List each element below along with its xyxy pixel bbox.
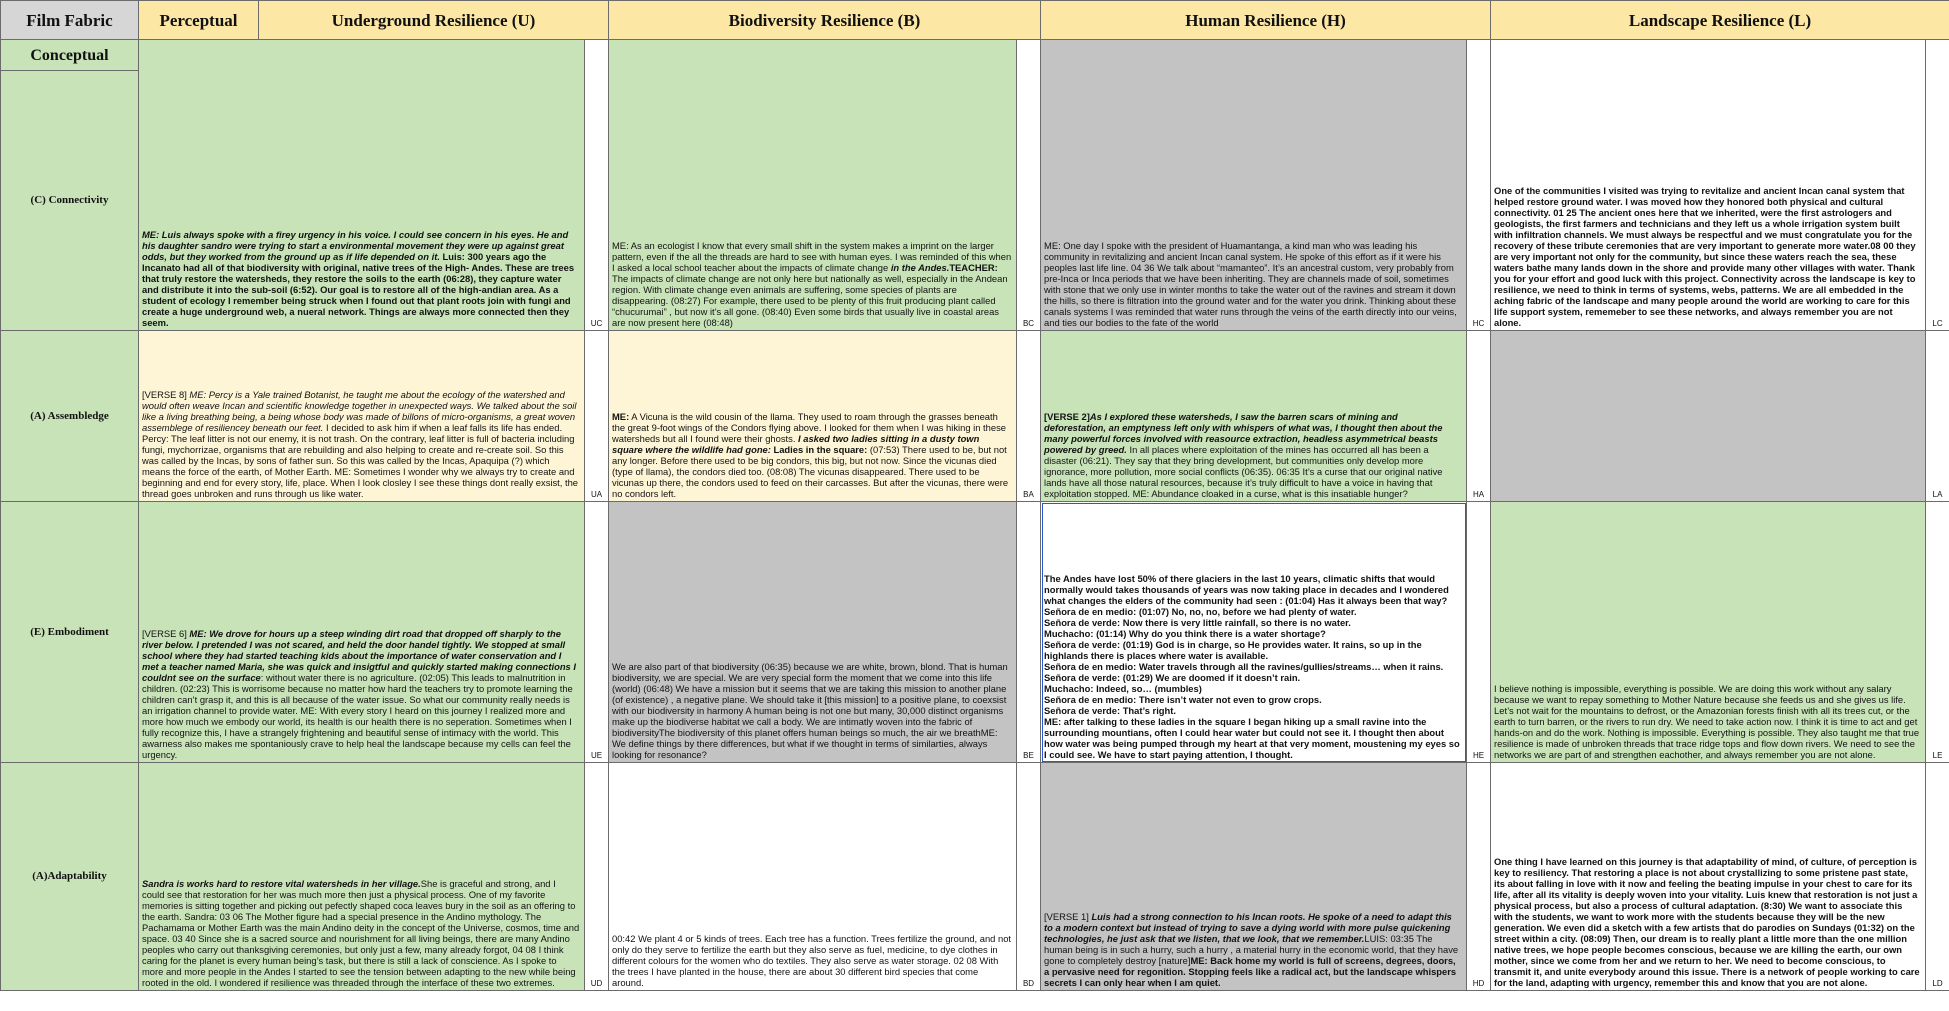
header-film-fabric[interactable]: Film Fabric bbox=[1, 1, 139, 40]
cell-b-adaptability[interactable] bbox=[609, 763, 1017, 991]
text-run: ME: Luis always spoke with a firey urgency in his voice. I could see concern in his eyes. He and his daughter sandro were trying to start a environmental movement they were up against great odds, but they worked from the ground up as if life depended on it. bbox=[142, 229, 569, 262]
text-run: ME: We drove for hours up a steep winding dirt road that dropped off sharply to the river below. I pretended I was not scared, and held the door handel tightly. We stopped at small school where they had started teaching kids about the importance of water conservation and I met a teacher named Maria, she was quick and insigtful and quickly started making connections I couldnt see on the surface bbox=[142, 628, 576, 683]
text-run: ME: Percy is a Yale trained Botanist, he taught me about the ecology of the watershed and would often weave Incan and scientific knowledge together in unexpected ways. We talked about the soil like a living breathing being, a being whose body was made of billons of micro-organisms, a great woven assemblege of resiliencey beneath our feet. bbox=[142, 389, 577, 433]
cell-text bbox=[612, 411, 1012, 499]
text-run: (07:53) There used to be, but not any longer. Before there used to be big condors, this big, but not now. Since the vicunas died (type of llama), the condors died too. (08:08) The vicunas disappeared. There used to be vicunas up there, the condors used to feed on their carcasses. But after the vicunas, there were no condors left. bbox=[612, 444, 1009, 499]
cell-text bbox=[612, 933, 1012, 988]
code-l-embodiment[interactable]: LE bbox=[1926, 502, 1949, 763]
cell-h-connectivity[interactable] bbox=[1041, 40, 1467, 331]
code-h-embodiment[interactable]: HE bbox=[1467, 502, 1491, 763]
cell-l-assemblege[interactable] bbox=[1491, 331, 1926, 502]
dialogue-line: Señora de verde: (01:29) We are doomed if it doesn’t rain. bbox=[1044, 672, 1301, 683]
cell-b-assemblege[interactable] bbox=[609, 331, 1017, 502]
cell-h-adaptability[interactable] bbox=[1041, 763, 1467, 991]
text-run: As I explored these watersheds, I saw the barren scars of mining and deforestation, an emptyness left only with whispers of what was, I thought then about the many powerful forces involved with reasource extraction, headless asymmetrical beasts powered by greed. bbox=[1044, 411, 1443, 455]
header-underground[interactable]: Underground Resilience (U) bbox=[259, 1, 609, 40]
code-u-embodiment[interactable]: UE bbox=[585, 502, 609, 763]
text-run: Luis: 300 years ago the Incanato had all of that biodiversity with original, native trees of the High- Andes. These are trees that truly restore the watersheds, they restore the soils to the earth (06:28), they capture water and distribute it into the sub-soil (6:52). Our goal is to restore all of the high-andian area. As a student of ecology I remember being struck when I found out that plant roots join with fungi and create a huge underground web, a nueral network. Things are always more connected then they seem. bbox=[142, 251, 575, 328]
code-b-adaptability[interactable]: BD bbox=[1017, 763, 1041, 991]
text-run: [VERSE 1] bbox=[1044, 911, 1092, 922]
cell-b-connectivity[interactable] bbox=[609, 40, 1017, 331]
text-run: A Vicuna is the wild cousin of the llama. They used to roam through the grasses beneath the great 9-foot wings of the Condors flying above. I looked for them when I was hiking in these watersheds but all I found were their ghosts. bbox=[612, 411, 1006, 444]
header-human[interactable]: Human Resilience (H) bbox=[1041, 1, 1491, 40]
code-h-assemblege[interactable]: HA bbox=[1467, 331, 1491, 502]
text-run: ME: Back home my world is full of screens, degrees, doors, a pervasive need for regonition. Stopping feels like a radical act, but the landscape whispers secrets I can only hear when I am quiet. bbox=[1044, 955, 1457, 988]
dialogue-line: Muchacho: Indeed, so… (mumbles) bbox=[1044, 683, 1202, 694]
text-run: One thing I have learned on this journey is that adaptability of mind, of culture, of perception is key to resiliency. That restoring a place is not about crystallizing to some pristene past state, its about falling in love with it now and feeling the beating impulse in your chest to care for its life, after all its vitality is deeply woven into your vitality. Luis knew that restoration is not just a physical process, but also a process of cultural adaptation. (8:30) We want to associate this with the students, we want to work more with the students because they will be the new generation. We even did a sketch with a few artists that do parodies on Sundays (01:32) on the street within a city. (08:09) Then, our dream is to really plant a little more than the one million native trees, we hope people becomes conscious, because we are killing the earth, our own mother, since we come from her and we return to her. We need to become conscious, to transmit it, and unite everybody around this issue. There is a network of people working to care for the land, adapting with urgency, remember this and know that you are not alone. bbox=[1494, 856, 1920, 988]
code-l-connectivity[interactable]: LC bbox=[1926, 40, 1949, 331]
header-biodiversity[interactable]: Biodiversity Resilience (B) bbox=[609, 1, 1041, 40]
cell-u-assemblege[interactable] bbox=[139, 331, 585, 502]
text-run: LUIS: 03:35 The human being is in such a hurry, such a hurry , a material hurry in the economic world, that they have gone to completely destroy [nature] bbox=[1044, 933, 1459, 966]
dialogue-line: Muchacho: (01:14) Why do you think there is a water shortage? bbox=[1044, 628, 1326, 639]
cell-text bbox=[612, 661, 1012, 760]
header-row bbox=[1, 1, 1949, 40]
text-run: [VERSE 6] bbox=[142, 628, 190, 639]
code-h-connectivity[interactable]: HC bbox=[1467, 40, 1491, 331]
cell-text bbox=[1044, 411, 1462, 499]
code-u-connectivity[interactable]: UC bbox=[585, 40, 609, 331]
text-run: [VERSE 2] bbox=[1044, 411, 1090, 422]
text-run: I asked two ladies sitting in a dusty town square where the wildlife had gone: bbox=[612, 433, 980, 455]
text-run: Luis had a strong connection to his Incan roots. He spoke of a need to adapt this to a modern context but instead of trying to save a dying world with more pulse quickening technologies, he just ask that we listen, that we look, that we remember. bbox=[1044, 911, 1452, 944]
code-b-embodiment[interactable]: BE bbox=[1017, 502, 1041, 763]
dialogue-line: Señora de verde: Now there is very little rainfall, so there is no water. bbox=[1044, 617, 1351, 628]
cell-text bbox=[142, 878, 580, 988]
row-label-adaptability[interactable]: (A)Adaptability bbox=[1, 763, 139, 991]
dialogue-line: ME: after talking to these ladies in the square I began hiking up a small ravine into the surrounding mountians, often I could hear water but could not see it. I thought then about how water was being pumped through my heart at that very moment, moustening my eyes so I could see. We have to start paying attention, I thought. bbox=[1044, 716, 1460, 760]
text-run: I believe nothing is impossible, everything is possible. We are doing this work without any salary because we want to repay something to Mother Nature because she feeds us and she gives us life. Let’s not wait for the mountains to defrost, or the Amazonian forests finish with all its trees cut, or the earth to turn barren, or the rivers to run dry. We need to take action now. I think it is time to act and get hands-on and do the work. Nothing is impossible. Everything is possible. They also taught me that true resilience is made of unbroken threads that trace ridge tops and flow down rivers. We need to see the networks we are part of and strengthen eachother, and always remember you are not alone. bbox=[1494, 683, 1920, 760]
code-h-adaptability[interactable]: HD bbox=[1467, 763, 1491, 991]
text-run: In all places where exploitation of the mines has occurred all has been a disaster (06:21). They say that they bring development, but communities only develop more ignorance, more pollution, more social conflicts (06:35). 06:35 It’s a curse that our original native lands have all those natural resources, because it’s truly difficult to have a voice in having that exploitation stopped. ME: Abundance cloaked in a curse, what is this insatiable hunger? bbox=[1044, 444, 1443, 499]
text-run: She is graceful and strong, and I could see that restoration for her was much more then just a physical process. One of my favorite memories is sitting together and picking out pefectly shaped coca leaves bury in the soil as an offering to the earth. Sandra: 03 06 The Mother figure had a special presence in the Andino mythology. The Pachamama or Mother Earth was the main Andino deity in the concept of the Universe, cosmos, time and space. 03 40 Since she is a sacred source and nourishment for all living beings, there are many Andino peoples who carry out thanksgiving ceremonies, but only just a few, many already forgot, 04 08 I think caring for the planet is every human being’s task, but there is still a lack of conscience. As I spoke to more and more people in the Andes I started to see the tension between adapting to the new while being rooted in the old. I wondered if resilience was threaded through the interface of these two extremes. bbox=[142, 878, 580, 988]
header-perceptual[interactable]: Perceptual bbox=[139, 1, 259, 40]
cell-text bbox=[612, 240, 1012, 328]
text-run: We are also part of that biodiversity (06:35) because we are white, brown, blond. That is human biodiversity, we are special. We are very special form the moment that we come into this life (world) (06:48) We have a mission but it seems that we are taking this mission to another plane (of existence) , a negative plane. We should take it [this mission] to a positive plane, to coexsist with our biodiversity in harmony A human being is not one but many, 30,000 distinct organisms make up the biodiverse habitat we call a body. We are intimatly woven into the fabric of biodiversityThe biodiversity of this planet offers human beings so much, the air we breathME: We define things by there differences, but what if we thought in terms of similarties, always looking for resonance? bbox=[612, 661, 1008, 760]
header-conceptual[interactable]: Conceptual bbox=[1, 40, 139, 71]
cell-u-embodiment[interactable] bbox=[139, 502, 585, 763]
text-run: : without water there is no agriculture. (02:05) This leads to malnutrition in children. (02:23) This is worrisome because no matter how hard the teachers try to promote learning the children can’t grasp it, and this is all because of the water issue. So what our community really needs is an irrigation channel to provide water. ME: With every story I heard on this journey I realized more and more how much we embody our world, its health is our health there is no seperation. Sometimes when I fully recognize this, I have a strangely frightening and beautiful sense of intimacy with the world. This awarness also makes me spontaniously crave to help heal the landscape because my cells can feel the urgency. bbox=[142, 672, 573, 760]
text-run: [VERSE 8] bbox=[142, 389, 190, 400]
cell-l-embodiment[interactable] bbox=[1491, 502, 1926, 763]
code-b-connectivity[interactable]: BC bbox=[1017, 40, 1041, 331]
cell-text bbox=[1494, 683, 1921, 760]
text-run: TEACHER: bbox=[949, 262, 998, 273]
cell-u-connectivity[interactable] bbox=[139, 40, 585, 331]
row-adaptability bbox=[1, 763, 1949, 991]
dialogue-line: Señora de verde: That’s right. bbox=[1044, 705, 1176, 716]
cell-u-adaptability[interactable] bbox=[139, 763, 585, 991]
conceptual-row bbox=[1, 40, 1949, 71]
dialogue-line: Señora de en medio: (01:07) No, no, no, before we had plenty of water. bbox=[1044, 606, 1357, 617]
cell-h-embodiment[interactable] bbox=[1041, 502, 1467, 763]
cell-l-adaptability[interactable] bbox=[1491, 763, 1926, 991]
text-run: I decided to ask him if when a leaf falls its life has ended. Percy: The leaf litter is not our enemy, it is not trash. On the contrary, leaf litter is full of bacteria including fungi, mychorrizae, organisms that are rebuilding and also helping to create and re-create soil. So this was called by the Incas, by sons of father sun. So this was called by the Incas, Apaquipa (?) which means the force of the earth, of Mother Earth. ME: Sometimes I wonder why we always try to create and beginning and end for every story, life, place. When I look closley I see these things dont really exsist, the thread goes unbroken and runs through us like water. bbox=[142, 422, 579, 499]
cell-l-connectivity[interactable] bbox=[1491, 40, 1926, 331]
dialogue-line: Señora de verde: (01:19) God is in charge, so He provides water. It rains, so up in the highlands there is places where water is available. bbox=[1044, 639, 1422, 661]
cell-text bbox=[1044, 573, 1462, 760]
dialogue-line: The Andes have lost 50% of there glaciers in the last 10 years, climatic shifts that would normally would takes thousands of years was now taking place in decades and I wondered what changes the elders of the community had seen : (01:04) Has it always been that way? bbox=[1044, 573, 1449, 606]
cell-text bbox=[1494, 856, 1921, 988]
code-u-adaptability[interactable]: UD bbox=[585, 763, 609, 991]
text-run: ME: One day I spoke with the president of Huamantanga, a kind man who was leading his community in revitalizing and ancient Incan canal system. He spoke of this effort as if it were his peoples last life line. 04 36 We talk about “mamanteo”. It’s an ancestral custom, very probably from pre-Inca or Inca periods that we have been inheriting. They are channels made of soil, sometimes with stone that we only use in winter months to take the water out of the ravines and stream it down the hills, so there is filtration into the ground water and for the water you drink. Thinking about these canals systems I was reminded that water runs through the veins of the earth directly into our veins, and ties our bodies to the fate of the world bbox=[1044, 240, 1457, 328]
row-embodiment bbox=[1, 502, 1949, 763]
text-run: One of the communities I visited was trying to revitalize and ancient Incan canal system that helped restore ground water. I was moved how they honored both physical and cultural connectivity. 01 25 The ancient ones here that we inherited, were the first astrologers and geologists, the first farmers and technicians and they left us a whole irrigation system built with infiltration channels. We must always be respectful and we must congratulate you for the recovery of these tribute ceremonies that are very important to generate more water.08 00 they are very important not only for the community, but since these waters reach the sea, these waters bathe many lands down in the shore and provide many other villages with water. Thank you for your effort and good luck with this project. Connectivity across the landscape is key to resilience, we need to think in terms of systems, webs, patterns. We are all embedded in the aching fabric of the landscape and many people around the world are working to care for this life support system, rememeber to see these networks, and always remember you are not alone. bbox=[1494, 185, 1916, 328]
cell-h-assemblege[interactable] bbox=[1041, 331, 1467, 502]
code-u-assemblege[interactable]: UA bbox=[585, 331, 609, 502]
code-b-assemblege[interactable]: BA bbox=[1017, 331, 1041, 502]
cell-text bbox=[1494, 185, 1921, 328]
text-run: ME: bbox=[612, 411, 630, 422]
code-l-adaptability[interactable]: LD bbox=[1926, 763, 1949, 991]
row-label-connectivity[interactable]: (C) Connectivity bbox=[1, 71, 139, 331]
cell-text bbox=[1044, 240, 1462, 328]
text-run: Sandra is works hard to restore vital watersheds in her village. bbox=[142, 878, 421, 889]
dialogue-line: Señora de en medio: Water travels through all the ravines/gullies/streams… when it rains. bbox=[1044, 661, 1444, 672]
cell-text bbox=[142, 229, 580, 328]
text-run: in the Andes. bbox=[890, 262, 950, 273]
text-run: 00:42 We plant 4 or 5 kinds of trees. Each tree has a function. Trees fertilize the ground, and not only do they serve to fertilize the earth but they also serve as fuel, medicine, to dye clothes in different colours for the women who do textiles. They also serve as water storage. 02 08 With the trees I have planted in the house, there are about 30 different bird species that come around. bbox=[612, 933, 1012, 988]
cell-text bbox=[142, 628, 580, 760]
cell-text bbox=[1044, 911, 1462, 988]
row-label-assemblege[interactable]: (A) Assembledge bbox=[1, 331, 139, 502]
row-label-embodiment[interactable]: (E) Embodiment bbox=[1, 502, 139, 763]
row-assemblege bbox=[1, 331, 1949, 502]
text-run: The impacts of climate change are not only here but nationally as well, especially in the Andean region. With climate change even animals are suffering, some species of plants are disappearing. (08:27) For example, there used to be plenty of this fruit producing plant called “chucurumai” , but now it’s all gone. (08:40) Even some birds that usually live in coastal areas are now present here (08:48) bbox=[612, 273, 1008, 328]
header-landscape[interactable]: Landscape Resilience (L) bbox=[1491, 1, 1949, 40]
code-l-assemblege[interactable]: LA bbox=[1926, 331, 1949, 502]
dialogue-line: Señora de en medio: There isn’t water not even to grow crops. bbox=[1044, 694, 1322, 705]
cell-text bbox=[142, 389, 580, 499]
text-run: Ladies in the square: bbox=[770, 444, 868, 455]
text-run: ME: As an ecologist I know that every small shift in the system makes a imprint on the larger pattern, even if the all the threads are hard to see with human eyes. I was reminded of this when I asked a local school teacher about the impacts of climate change bbox=[612, 240, 1012, 273]
cell-b-embodiment[interactable] bbox=[609, 502, 1017, 763]
